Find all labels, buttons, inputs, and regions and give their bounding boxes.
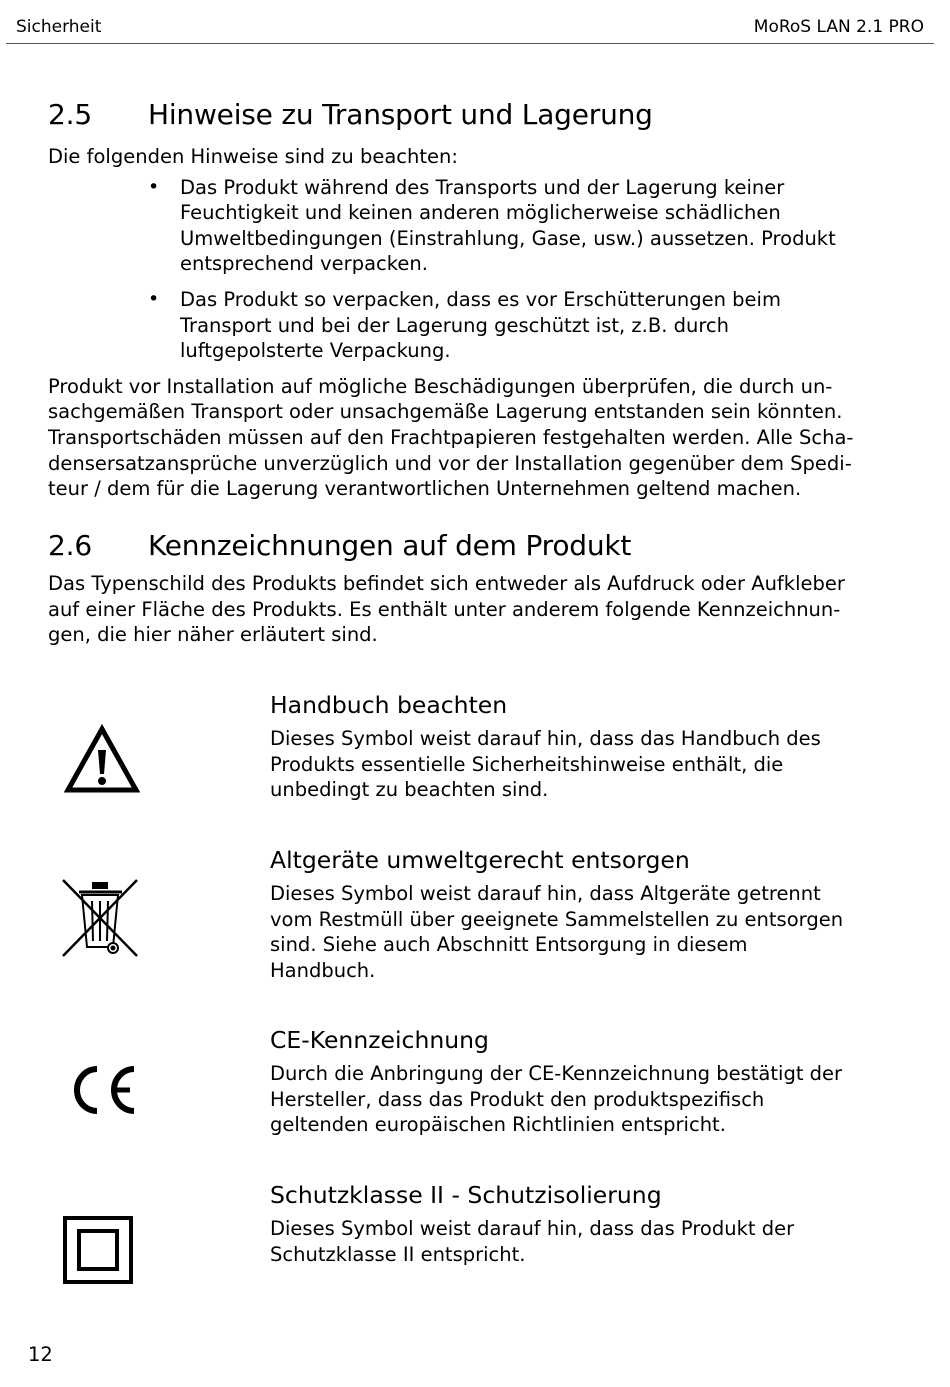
bullet-line: entsprechend verpacken. (180, 252, 428, 276)
mark-line: Dieses Symbol weist darauf hin, dass Altgeräte getrennt (270, 882, 821, 905)
mark-line: geltenden europäischen Richtlinien entspricht. (270, 1113, 726, 1137)
bullet-line: luftgepolsterte Verpackung. (180, 339, 451, 363)
paragraph-line: teur / dem für die Lagerung verantwortlichen Unternehmen geltend machen. (48, 477, 802, 501)
paragraph-line: sachgemäßen Transport oder unsachgemäße Lagerung entstanden sein könnten. (48, 400, 843, 424)
section-number: 2.5 (48, 98, 92, 131)
mark-text (270, 690, 870, 803)
section-title: Kennzeichnungen auf dem Produkt (148, 529, 632, 562)
bullet-line: Das Produkt so verpacken, dass es vor Erschütterungen beim (180, 287, 781, 311)
bullet-line: Feuchtigkeit und keinen anderen möglicherweise schädlichen (180, 201, 781, 225)
bullet-line: Transport und bei der Lagerung geschützt ist, z.B. durch (180, 313, 730, 337)
paragraph-line: densersatzansprüche unverzüglich und vor der Installation gegenüber dem Spedi- (48, 451, 852, 475)
section-paragraph (48, 374, 878, 502)
paragraph-line: auf einer Fläche des Produkts. Es enthält unter anderem folgende Kennzeichnun- (48, 597, 841, 621)
mark-text (270, 1025, 870, 1138)
section-2-5-heading (48, 98, 878, 132)
section-number: 2.6 (48, 529, 92, 562)
mark-line: Schutzklasse II entspricht. (270, 1242, 526, 1266)
header-product: MoRoS LAN 2.1 PRO (753, 17, 924, 37)
mark-title: CE-Kennzeichnung (270, 1026, 489, 1054)
section-intro: Die folgenden Hinweise sind zu beachten: (48, 145, 458, 168)
mark-text (270, 1180, 870, 1267)
mark-line: vom Restmüll über geeignete Sammelstellen zu entsorgen (270, 907, 844, 931)
bullet-list (48, 175, 878, 364)
mark-line: sind. Siehe auch Abschnitt Entsorgung in diesem (270, 933, 748, 957)
section-2-6 (48, 529, 878, 648)
mark-line: Produkts essentielle Sicherheitshinweise enthält, die (270, 752, 784, 776)
bullet-icon: • (148, 287, 160, 310)
mark-line: Dieses Symbol weist darauf hin, dass das Handbuch des (270, 727, 821, 750)
crossed-out-bin-icon (60, 877, 140, 963)
protection-class-ii-icon (62, 1215, 134, 1289)
bullet-line: Das Produkt während des Transports und der Lagerung keiner (180, 175, 785, 199)
page-header (6, 0, 934, 44)
list-item (48, 175, 878, 277)
bullet-icon: • (148, 175, 160, 198)
mark-line: Dieses Symbol weist darauf hin, dass das Produkt der (270, 1217, 795, 1240)
mark-line: Durch die Anbringung der CE-Kennzeichnung bestätigt der (270, 1062, 843, 1085)
warning-triangle-icon (64, 724, 140, 798)
mark-title: Handbuch beachten (270, 691, 508, 719)
mark-line: Handbuch. (270, 958, 376, 982)
paragraph-line: gen, die hier näher erläutert sind. (48, 623, 378, 647)
bullet-line: Umweltbedingungen (Einstrahlung, Gase, usw.) aussetzen. Produkt (180, 226, 836, 250)
section-intro (48, 571, 878, 648)
section-title: Hinweise zu Transport und Lagerung (148, 98, 653, 131)
paragraph-line: Das Typenschild des Produkts befindet sich entweder als Aufdruck oder Aufkleber (48, 572, 845, 595)
mark-text (270, 845, 870, 983)
paragraph-line: Produkt vor Installation auf mögliche Beschädigungen überprüfen, die durch un- (48, 374, 833, 398)
header-chapter: Sicherheit (16, 17, 102, 37)
page-number: 12 (28, 1343, 53, 1366)
mark-title: Schutzklasse II - Schutzisolierung (270, 1181, 662, 1209)
ce-mark-icon (64, 1063, 140, 1121)
section-2-6-heading (48, 529, 878, 563)
paragraph-line: Transportschäden müssen auf den Frachtpapieren festgehalten werden. Alle Scha- (48, 425, 854, 449)
mark-line: unbedingt zu beachten sind. (270, 778, 549, 802)
mark-line: Hersteller, dass das Produkt den produktspezifisch (270, 1087, 765, 1111)
section-2-5 (48, 98, 878, 502)
list-item (48, 287, 878, 364)
mark-title: Altgeräte umweltgerecht entsorgen (270, 846, 690, 874)
